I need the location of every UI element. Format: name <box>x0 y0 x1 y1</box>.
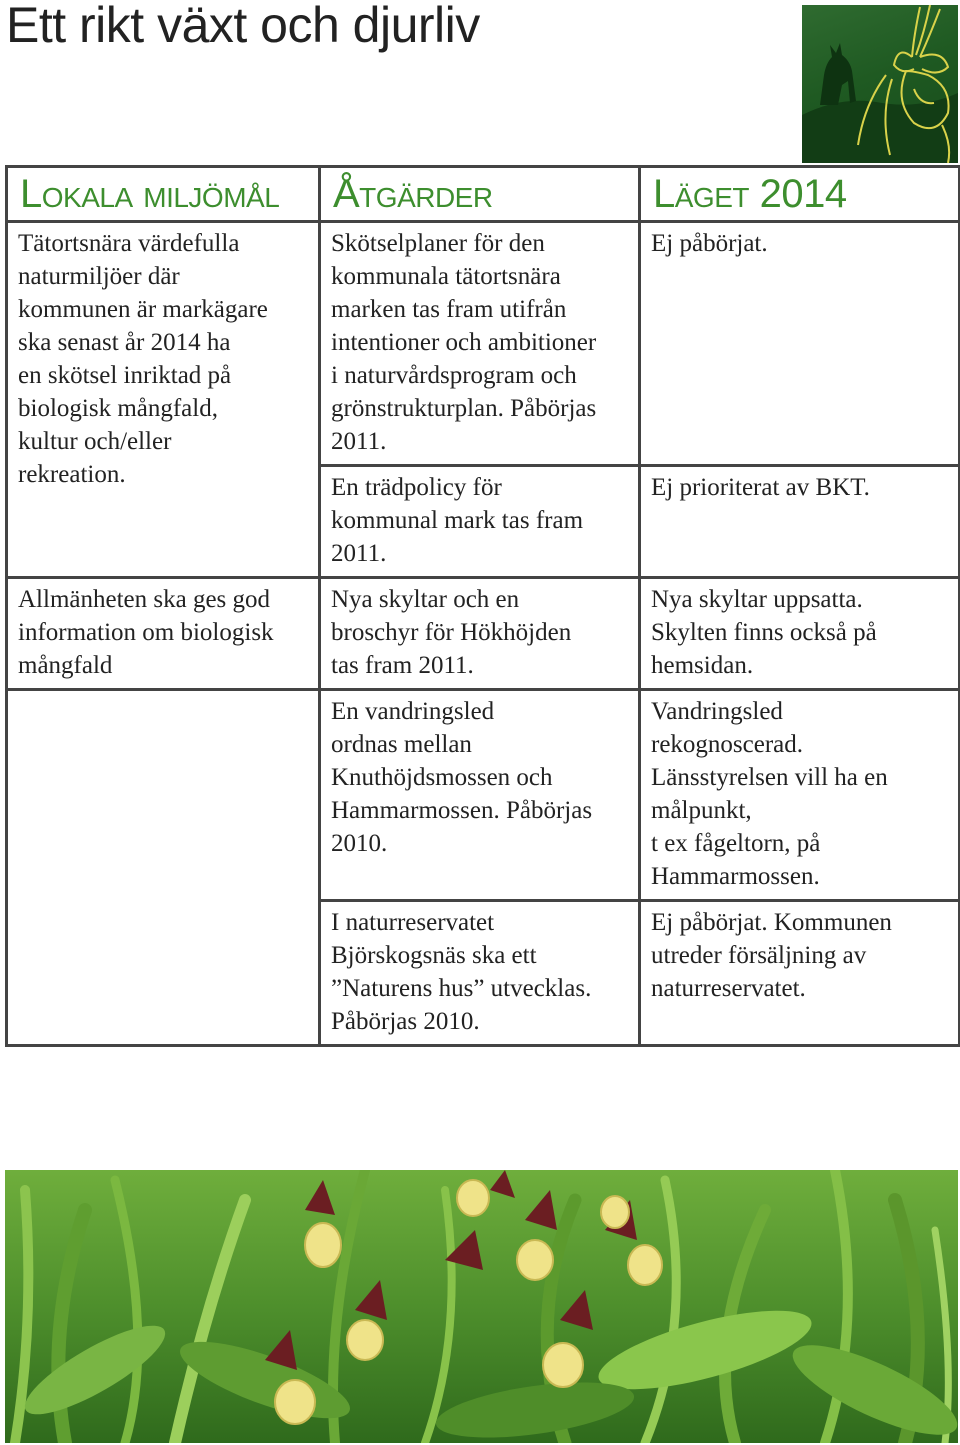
action-cell: Nya skyltar och en broschyr för Hökhöjden tas fram 2011. <box>320 578 640 690</box>
action-cell: En trädpolicy för kommunal mark tas fram 2011. <box>320 466 640 578</box>
status-cell: Nya skyltar uppsatta. Skylten finns också på hemsidan. <box>640 578 960 690</box>
action-cell: En vandringsled ordnas mellan Knuthöjdsmossen och Hammarmossen. Påbörjas 2010. <box>320 690 640 901</box>
page-title: Ett rikt växt och djurliv <box>6 0 480 53</box>
header-local-goals: Lokala miljömål <box>7 167 320 222</box>
goal-cell: Allmänheten ska ges god information om biologisk mångfald <box>7 578 320 690</box>
status-cell: Ej prioriterat av BKT. <box>640 466 960 578</box>
goal-cell-empty <box>7 690 320 1046</box>
lynx-orchid-logo <box>802 5 958 163</box>
table-row <box>7 578 960 690</box>
table-header-row <box>7 167 960 222</box>
status-cell: Ej påbörjat. Kommunen utreder försäljning av naturreservatet. <box>640 901 960 1046</box>
table-row <box>7 222 960 466</box>
status-cell: Vandringsled rekognoscerad. Länsstyrelsen vill ha en målpunkt, t ex fågeltorn, på Hammarmossen. <box>640 690 960 901</box>
status-cell: Ej påbörjat. <box>640 222 960 466</box>
goal-cell: Tätortsnära värdefulla naturmiljöer där kommunen är markägare ska senast år 2014 ha en skötsel inriktad på biologisk mångfald, kultur och/eller rekreation. <box>7 222 320 578</box>
orchid-photo <box>5 1170 958 1443</box>
action-cell: Skötselplaner för den kommunala tätortsnära marken tas fram utifrån intentioner och ambitioner i naturvårdsprogram och grönstrukturplan. Påbörjas 2011. <box>320 222 640 466</box>
environmental-goals-table <box>5 165 960 1047</box>
table-row <box>7 690 960 901</box>
header-actions: Åtgärder <box>320 167 640 222</box>
header-status-2014: Läget 2014 <box>640 167 960 222</box>
action-cell: I naturreservatet Björskogsnäs ska ett ”Naturens hus” utvecklas. Påbörjas 2010. <box>320 901 640 1046</box>
